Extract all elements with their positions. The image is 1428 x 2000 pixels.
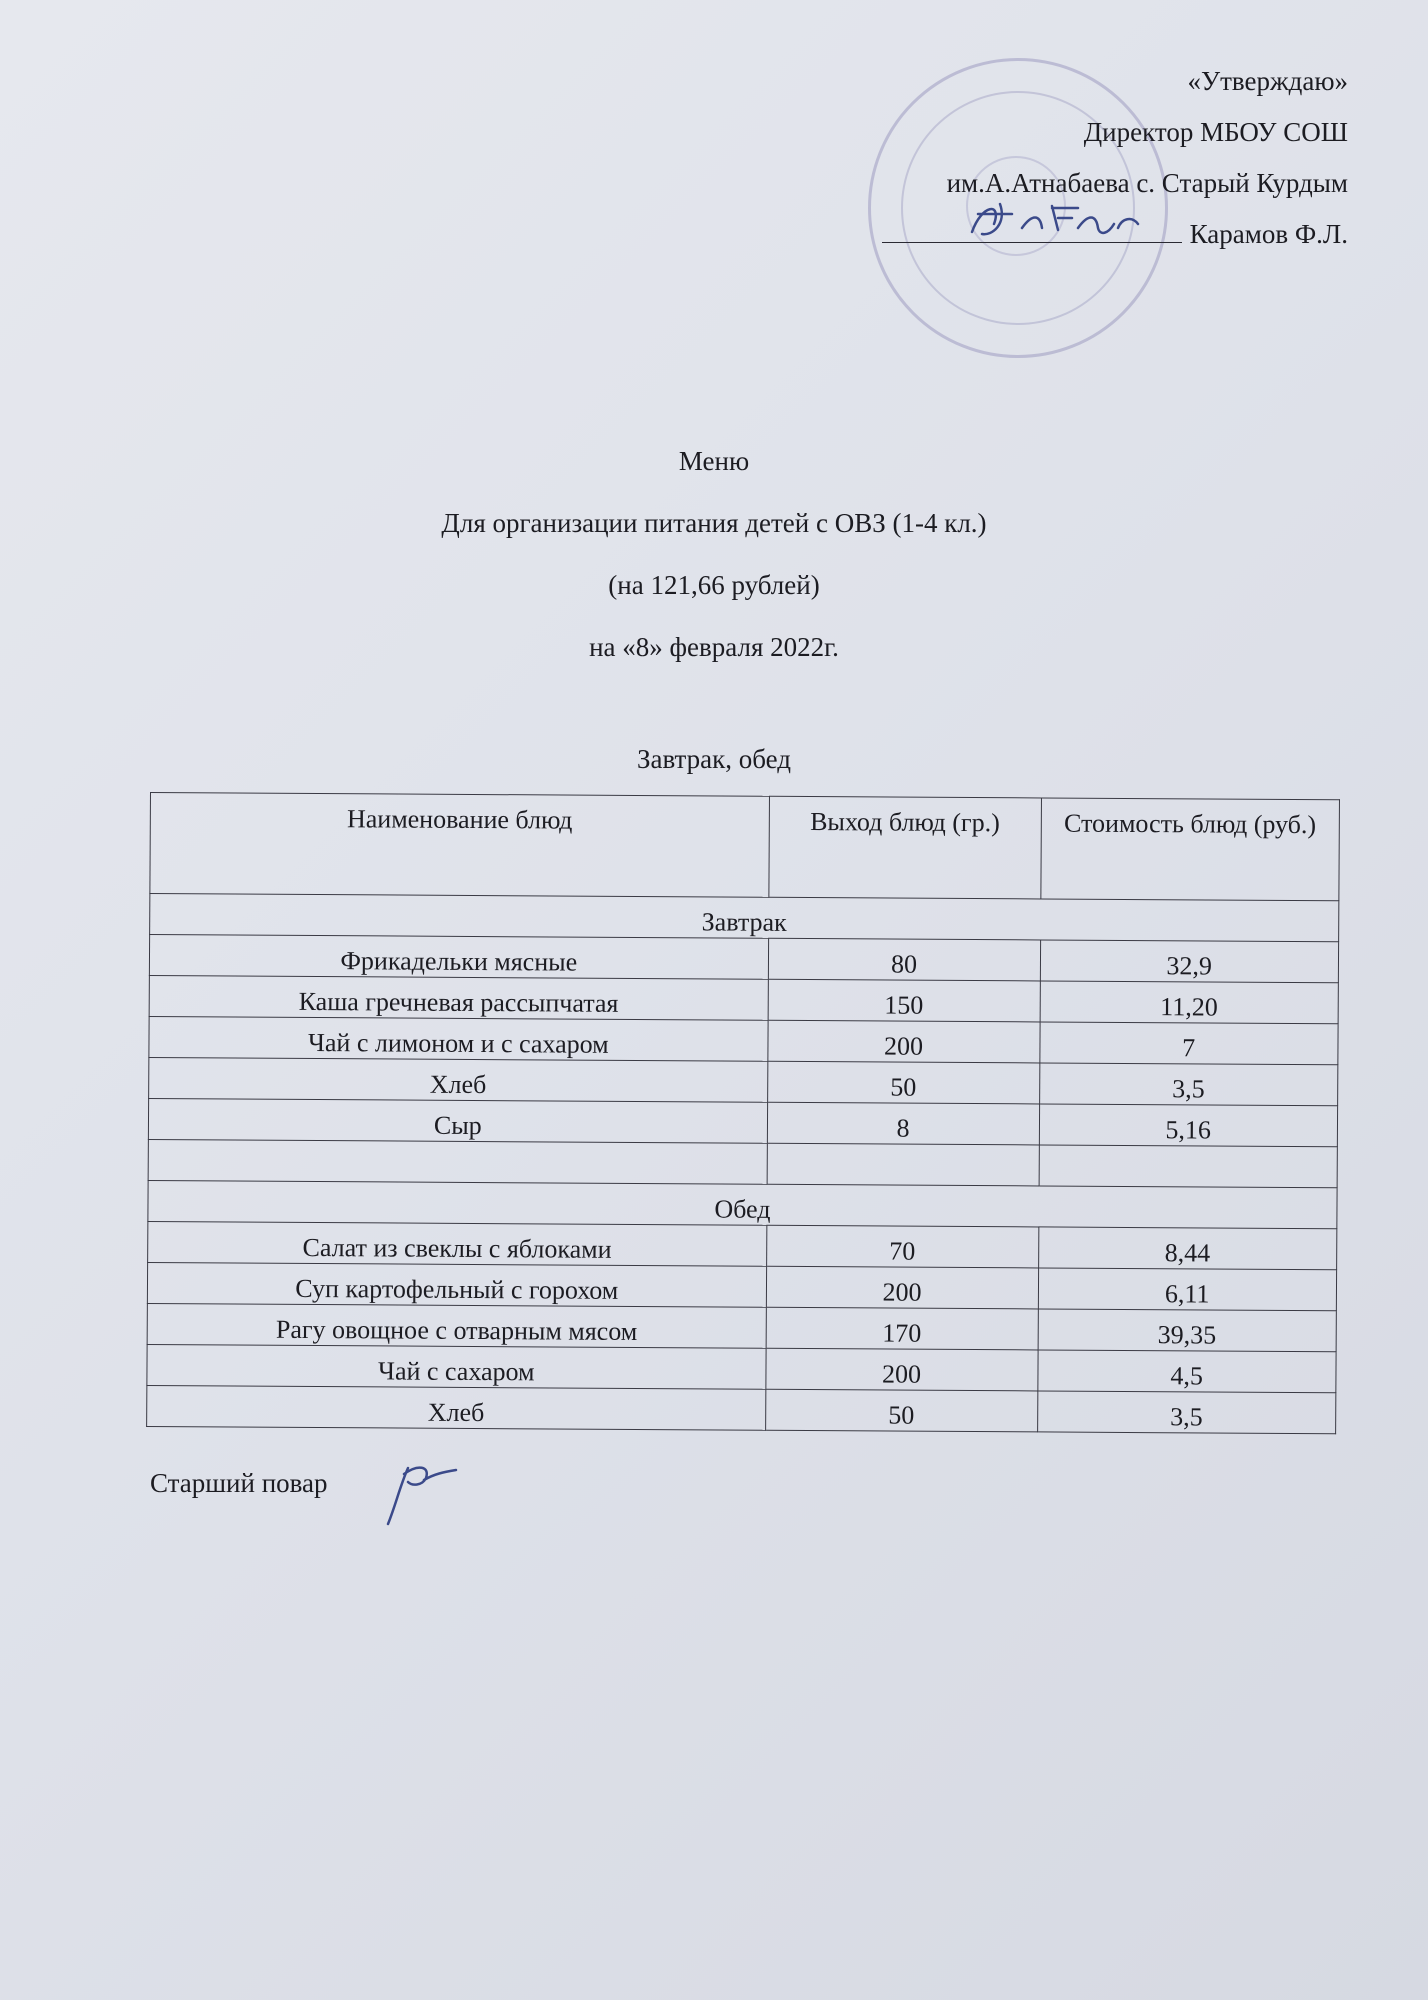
dish-name: Хлеб xyxy=(147,1385,766,1430)
dish-name: Чай с сахаром xyxy=(147,1344,766,1389)
dish-name: Салат из свеклы с яблоками xyxy=(148,1221,767,1266)
dish-cost: 3,5 xyxy=(1039,1063,1338,1106)
signature-underline xyxy=(882,212,1182,243)
section-row-breakfast xyxy=(150,894,1339,942)
dish-cost: 6,11 xyxy=(1038,1268,1337,1311)
dish-yield: 200 xyxy=(768,1020,1040,1063)
dish-name: Рагу овощное с отварным мясом xyxy=(147,1303,766,1348)
empty-cell xyxy=(148,1139,767,1184)
meal-section-title: Завтрак, обед xyxy=(636,744,792,774)
table-header-row xyxy=(150,793,1340,901)
document-price: (на 121,66 рублей) xyxy=(608,570,820,600)
dish-cost: 8,44 xyxy=(1038,1227,1337,1270)
header-dish-yield: Выход блюд (гр.) xyxy=(769,796,1041,899)
dish-cost: 3,5 xyxy=(1037,1391,1336,1434)
dish-cost: 11,20 xyxy=(1040,981,1339,1024)
table-row xyxy=(148,1221,1337,1269)
approval-school: им.А.Атнабаева с. Старый Курдым xyxy=(946,168,1348,198)
table-row-empty xyxy=(148,1139,1337,1187)
dish-yield: 50 xyxy=(765,1389,1037,1432)
dish-name: Суп картофельный с горохом xyxy=(147,1262,766,1307)
dish-name: Чай с лимоном и с сахаром xyxy=(149,1016,768,1061)
signatory-name: Карамов Ф.Л. xyxy=(1189,219,1348,249)
director-signature xyxy=(882,184,1182,244)
document-date: на «8» февраля 2022г. xyxy=(589,632,839,662)
dish-yield: 200 xyxy=(766,1348,1038,1391)
table-row xyxy=(149,1016,1338,1064)
dish-cost: 7 xyxy=(1039,1022,1338,1065)
dish-yield: 150 xyxy=(768,979,1040,1022)
dish-yield: 200 xyxy=(766,1266,1038,1309)
document-title: Меню xyxy=(678,446,750,476)
document-subtitle: Для организации питания детей с ОВЗ (1-4 кл.) xyxy=(441,508,987,538)
dish-name: Хлеб xyxy=(149,1057,768,1102)
table-row xyxy=(147,1303,1336,1351)
table-row xyxy=(147,1385,1336,1433)
dish-cost: 39,35 xyxy=(1038,1309,1337,1352)
table-row xyxy=(149,1057,1338,1105)
dish-yield: 50 xyxy=(767,1061,1039,1104)
dish-name: Фрикадельки мясные xyxy=(149,935,768,980)
table-row xyxy=(149,975,1338,1023)
dish-cost: 5,16 xyxy=(1039,1104,1338,1147)
table-row xyxy=(147,1344,1336,1392)
dish-cost: 32,9 xyxy=(1040,940,1339,983)
dish-name: Сыр xyxy=(148,1098,767,1143)
table-row xyxy=(148,1098,1337,1146)
dish-yield: 80 xyxy=(768,938,1040,981)
header-dish-name: Наименование блюд xyxy=(150,793,769,898)
dish-yield: 8 xyxy=(767,1102,1039,1145)
header-dish-cost: Стоимость блюд (руб.) xyxy=(1040,798,1339,901)
cook-signature-label: Старший повар xyxy=(150,1468,328,1498)
dish-yield: 70 xyxy=(766,1225,1038,1268)
table-row xyxy=(147,1262,1336,1310)
table-row xyxy=(149,935,1338,983)
dish-cost: 4,5 xyxy=(1037,1350,1336,1393)
approval-block xyxy=(708,56,1348,260)
section-row-lunch xyxy=(148,1180,1337,1228)
approval-heading: «Утверждаю» xyxy=(1187,66,1348,96)
approval-signature-line xyxy=(708,209,1348,260)
menu-table xyxy=(146,792,1340,1434)
empty-cell xyxy=(1039,1145,1338,1188)
section-label-lunch: Обед xyxy=(148,1180,1337,1228)
document-title-block xyxy=(0,430,1428,678)
empty-cell xyxy=(767,1143,1039,1186)
approval-position: Директор МБОУ СОШ xyxy=(1083,117,1348,147)
dish-name: Каша гречневая рассыпчатая xyxy=(149,975,768,1020)
dish-yield: 170 xyxy=(766,1307,1038,1350)
section-label-breakfast: Завтрак xyxy=(150,894,1339,942)
cook-signature xyxy=(378,1456,468,1536)
